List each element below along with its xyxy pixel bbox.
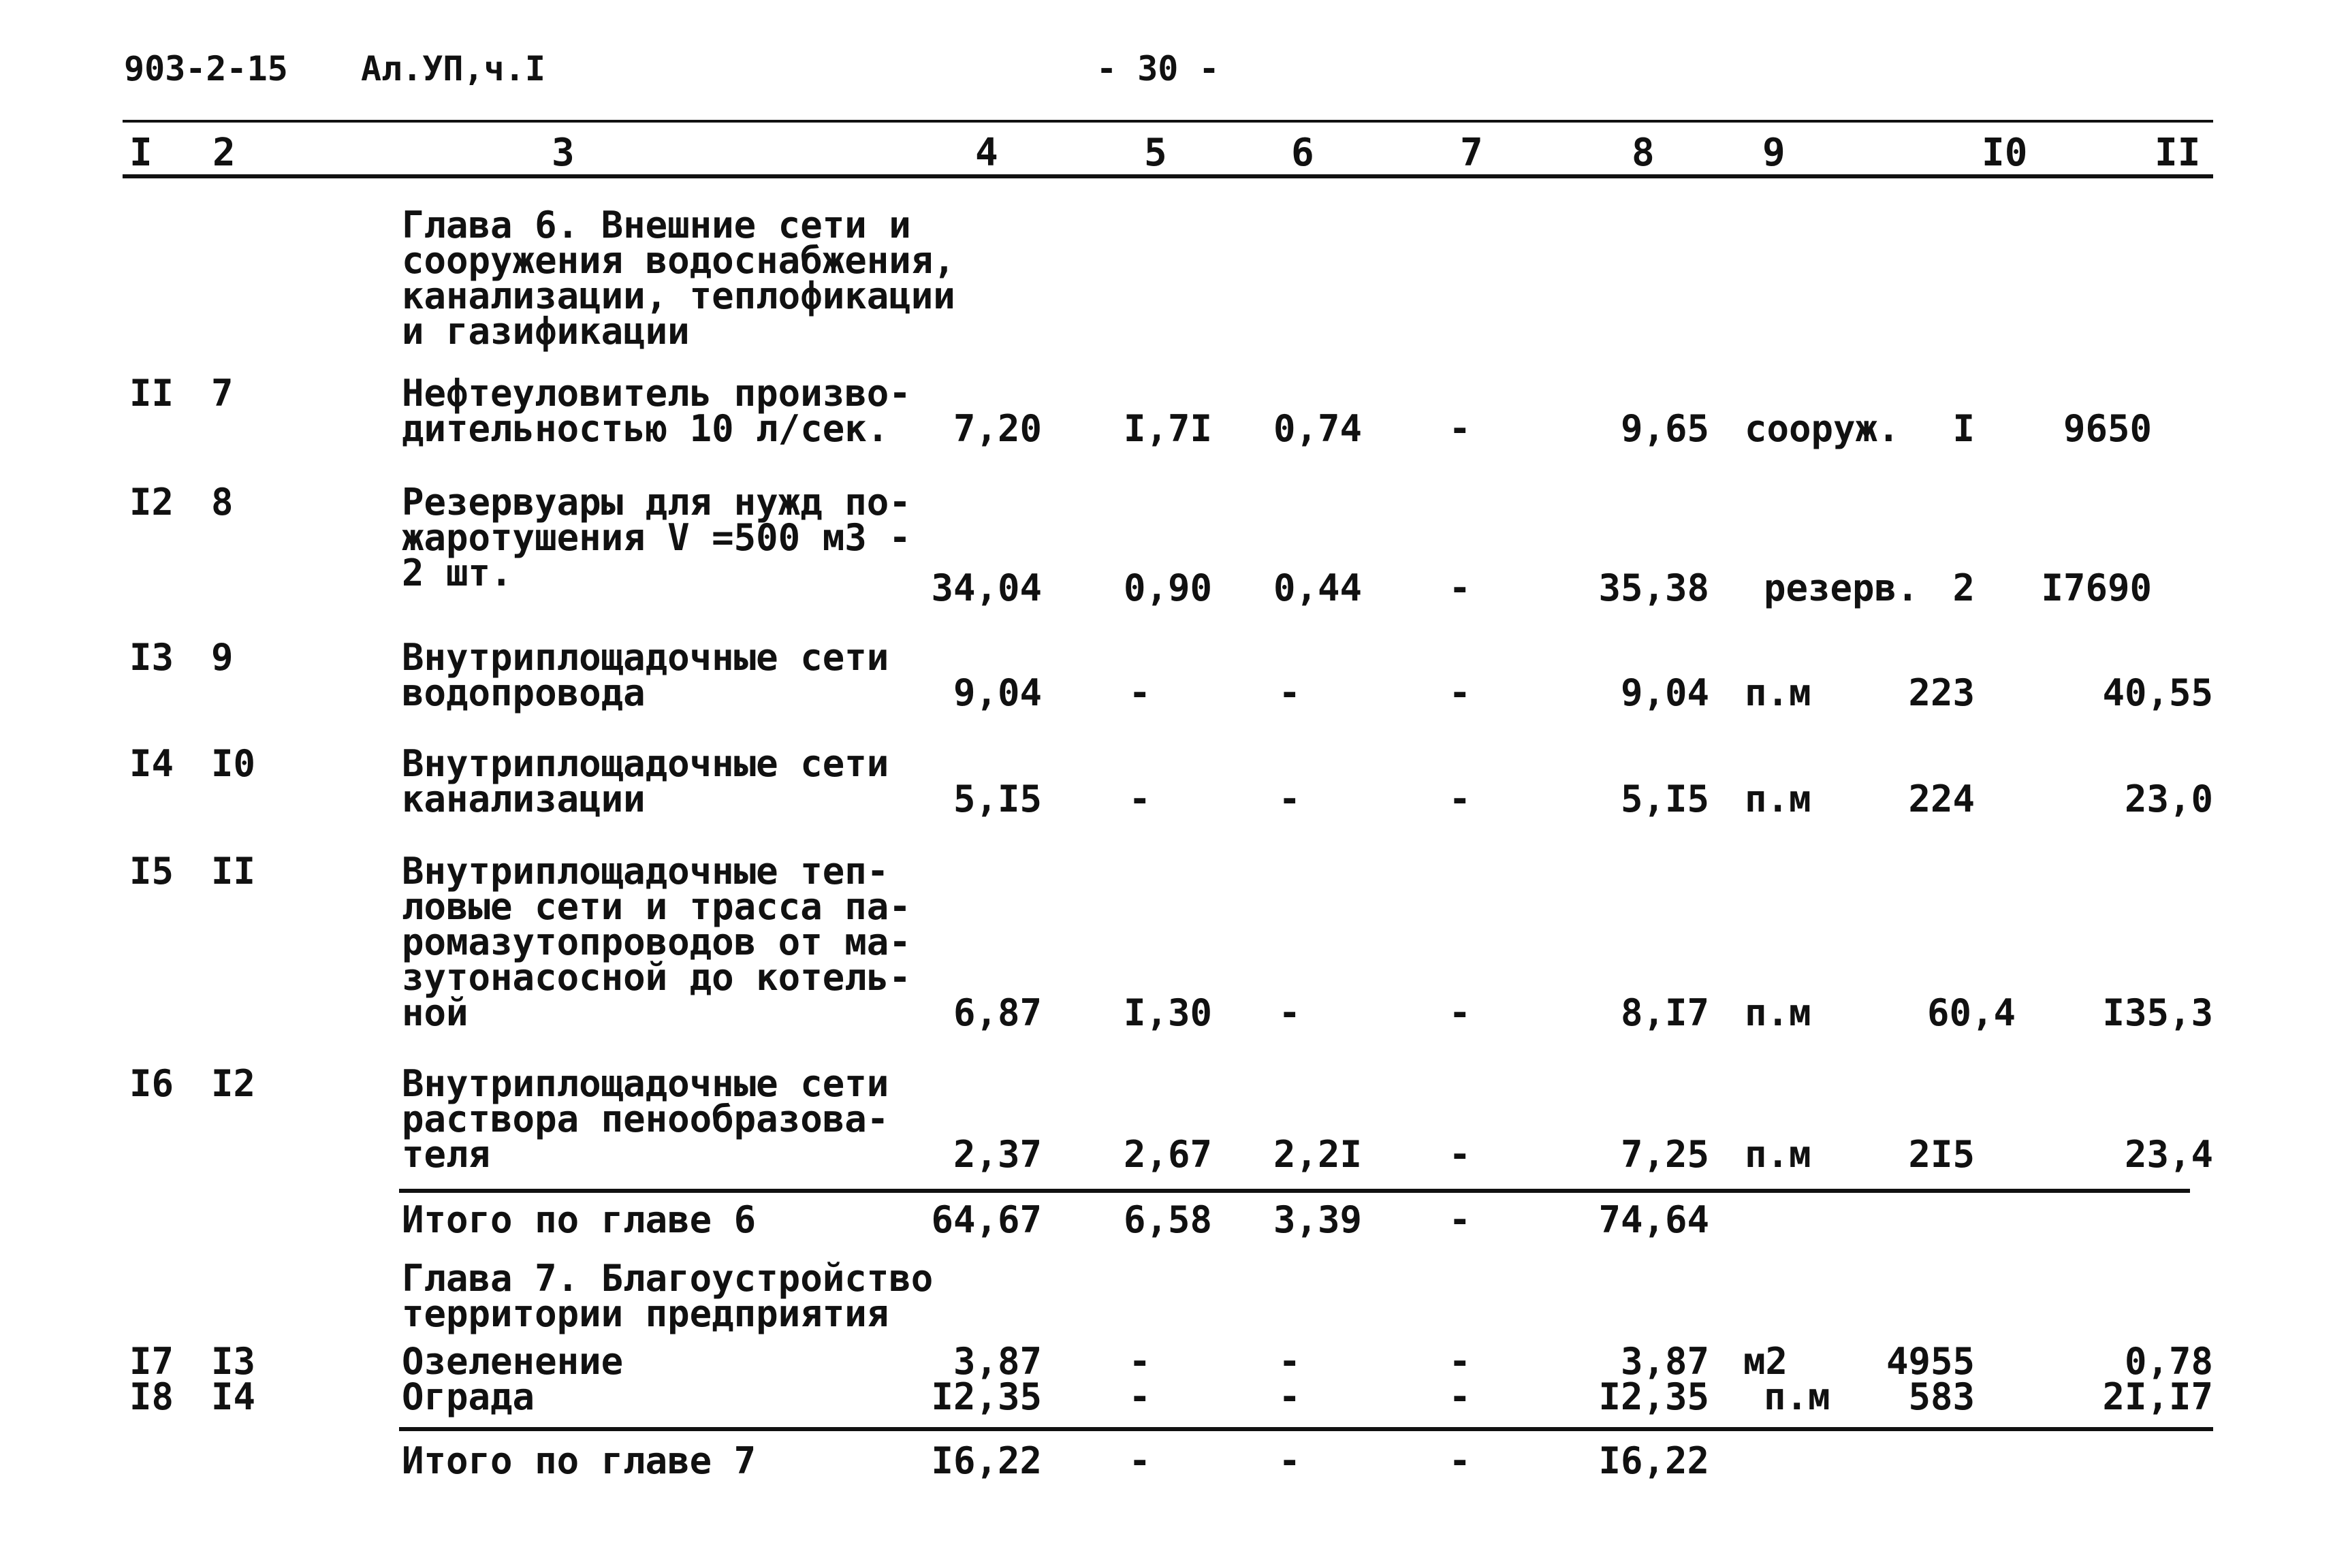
item-description: Внутриплощадочные теп- ловые сети и трасса па- ромазутопроводов от ма- зутонасосной до котель- ной xyxy=(402,850,911,1034)
item-description: Внутриплощадочные сети водопровода xyxy=(402,636,889,714)
row-number: I4 xyxy=(129,742,174,785)
quantity: 223 xyxy=(1908,671,1975,714)
value-col8: 7,25 xyxy=(1620,1133,1709,1176)
column-header-7: 7 xyxy=(1460,131,1483,175)
row-number: I5 xyxy=(129,850,174,893)
value-col7: - xyxy=(1448,1375,1471,1418)
value-col11: I7690 xyxy=(2041,566,2152,609)
position-number: I3 xyxy=(211,1340,256,1383)
value-col6: 2,2I xyxy=(1273,1133,1362,1176)
value-col7: - xyxy=(1448,671,1471,714)
total-col7: - xyxy=(1448,1198,1471,1241)
item-description: Внутриплощадочные сети канализации xyxy=(402,742,889,820)
document-code: 903-2-15 xyxy=(124,49,288,89)
value-col11: 9650 xyxy=(2063,407,2152,450)
value-col6: - xyxy=(1278,671,1301,714)
value-col11: 0,78 xyxy=(2124,1340,2213,1383)
value-col8: 8,I7 xyxy=(1620,991,1709,1034)
quantity: I xyxy=(1952,407,1975,450)
column-header-4: 4 xyxy=(975,131,998,175)
column-header-6: 6 xyxy=(1291,131,1314,175)
value-col11: 40,55 xyxy=(2102,671,2213,714)
value-col5: - xyxy=(1128,671,1151,714)
value-col7: - xyxy=(1448,1340,1471,1383)
value-col4: 5,I5 xyxy=(953,778,1042,820)
quantity: 2I5 xyxy=(1908,1133,1975,1176)
unit: сооруж. xyxy=(1745,407,1900,450)
total-col5: - xyxy=(1128,1439,1151,1482)
chapter-7-total-rule xyxy=(399,1427,2213,1431)
value-col5: - xyxy=(1128,1375,1151,1418)
value-col4: 3,87 xyxy=(953,1340,1042,1383)
column-header-2: 2 xyxy=(212,131,236,175)
value-col8: 5,I5 xyxy=(1620,778,1709,820)
total-col6: - xyxy=(1278,1439,1301,1482)
row-number: I2 xyxy=(129,481,174,524)
row-number: II xyxy=(129,372,174,415)
column-header-3: 3 xyxy=(552,131,575,175)
page-number: - 30 - xyxy=(1096,49,1220,89)
total-col4: I6,22 xyxy=(931,1439,1042,1482)
position-number: 7 xyxy=(211,372,234,415)
value-col4: 34,04 xyxy=(931,566,1042,609)
item-description: Нефтеуловитель произво- дительностью 10 л/сек. xyxy=(402,372,911,450)
row-number: I7 xyxy=(129,1340,174,1383)
album-reference: Ал.УП,ч.I xyxy=(361,49,545,89)
total-col6: 3,39 xyxy=(1273,1198,1362,1241)
total-col8: 74,64 xyxy=(1598,1198,1709,1241)
value-col7: - xyxy=(1448,407,1471,450)
total-col7: - xyxy=(1448,1439,1471,1482)
value-col8: I2,35 xyxy=(1598,1375,1709,1418)
value-col11: 2I,I7 xyxy=(2102,1375,2213,1418)
chapter-7-title: Глава 7. Благоустройство территории предприятия xyxy=(402,1257,934,1335)
value-col6: - xyxy=(1278,1340,1301,1383)
value-col5: 0,90 xyxy=(1123,566,1212,609)
value-col7: - xyxy=(1448,991,1471,1034)
value-col6: 0,44 xyxy=(1273,566,1362,609)
quantity: 583 xyxy=(1908,1375,1975,1418)
value-col4: I2,35 xyxy=(931,1375,1042,1418)
value-col6: - xyxy=(1278,991,1301,1034)
unit: п.м xyxy=(1764,1375,1830,1418)
value-col5: I,7I xyxy=(1123,407,1212,450)
quantity: 2 xyxy=(1952,566,1975,609)
item-description: Внутриплощадочные сети раствора пенообразова- теля xyxy=(402,1062,889,1176)
total-col4: 64,67 xyxy=(931,1198,1042,1241)
value-col4: 7,20 xyxy=(953,407,1042,450)
position-number: 8 xyxy=(211,481,234,524)
quantity: 4955 xyxy=(1886,1340,1975,1383)
unit: п.м xyxy=(1745,1133,1811,1176)
value-col5: - xyxy=(1128,778,1151,820)
header-bottom-rule xyxy=(123,174,2213,178)
value-col8: 35,38 xyxy=(1598,566,1709,609)
column-header-8: 8 xyxy=(1632,131,1655,175)
value-col8: 9,65 xyxy=(1620,407,1709,450)
value-col11: I35,3 xyxy=(2102,991,2213,1034)
total-col5: 6,58 xyxy=(1123,1198,1212,1241)
quantity: 224 xyxy=(1908,778,1975,820)
unit: п.м xyxy=(1745,671,1811,714)
value-col5: 2,67 xyxy=(1123,1133,1212,1176)
value-col4: 2,37 xyxy=(953,1133,1042,1176)
chapter-7-total-label: Итого по главе 7 xyxy=(402,1439,757,1482)
item-description: Озеленение xyxy=(402,1340,624,1383)
chapter-6-total-label: Итого по главе 6 xyxy=(402,1198,757,1241)
total-col8: I6,22 xyxy=(1598,1439,1709,1482)
value-col4: 9,04 xyxy=(953,671,1042,714)
value-col4: 6,87 xyxy=(953,991,1042,1034)
position-number: I2 xyxy=(211,1062,256,1105)
value-col5: I,30 xyxy=(1123,991,1212,1034)
column-header-11: II xyxy=(2155,131,2201,175)
value-col7: - xyxy=(1448,778,1471,820)
value-col7: - xyxy=(1448,566,1471,609)
row-number: I8 xyxy=(129,1375,174,1418)
value-col8: 9,04 xyxy=(1620,671,1709,714)
column-header-5: 5 xyxy=(1144,131,1167,175)
quantity: 60,4 xyxy=(1926,991,2016,1034)
value-col6: 0,74 xyxy=(1273,407,1362,450)
value-col11: 23,0 xyxy=(2124,778,2213,820)
position-number: I0 xyxy=(211,742,256,785)
chapter-6-total-rule xyxy=(399,1189,2190,1193)
unit: п.м xyxy=(1745,991,1811,1034)
header-top-rule xyxy=(123,120,2213,123)
chapter-6-title: Глава 6. Внешние сети и сооружения водоснабжения, канализации, теплофикации и газификации xyxy=(402,204,955,353)
column-header-9: 9 xyxy=(1762,131,1786,175)
unit: п.м xyxy=(1745,778,1811,820)
column-header-10: I0 xyxy=(1982,131,2028,175)
value-col11: 23,4 xyxy=(2124,1133,2213,1176)
value-col5: - xyxy=(1128,1340,1151,1383)
column-header-1: I xyxy=(129,131,153,175)
item-description: Резервуары для нужд по- жаротушения V =500 м3 - 2 шт. xyxy=(402,481,911,594)
value-col6: - xyxy=(1278,1375,1301,1418)
unit: м2 xyxy=(1743,1340,1788,1383)
position-number: II xyxy=(211,850,256,893)
value-col8: 3,87 xyxy=(1620,1340,1709,1383)
position-number: I4 xyxy=(211,1375,256,1418)
row-number: I3 xyxy=(129,636,174,679)
row-number: I6 xyxy=(129,1062,174,1105)
unit: резерв. xyxy=(1764,566,1919,609)
item-description: Ограда xyxy=(402,1375,535,1418)
value-col7: - xyxy=(1448,1133,1471,1176)
position-number: 9 xyxy=(211,636,234,679)
value-col6: - xyxy=(1278,778,1301,820)
